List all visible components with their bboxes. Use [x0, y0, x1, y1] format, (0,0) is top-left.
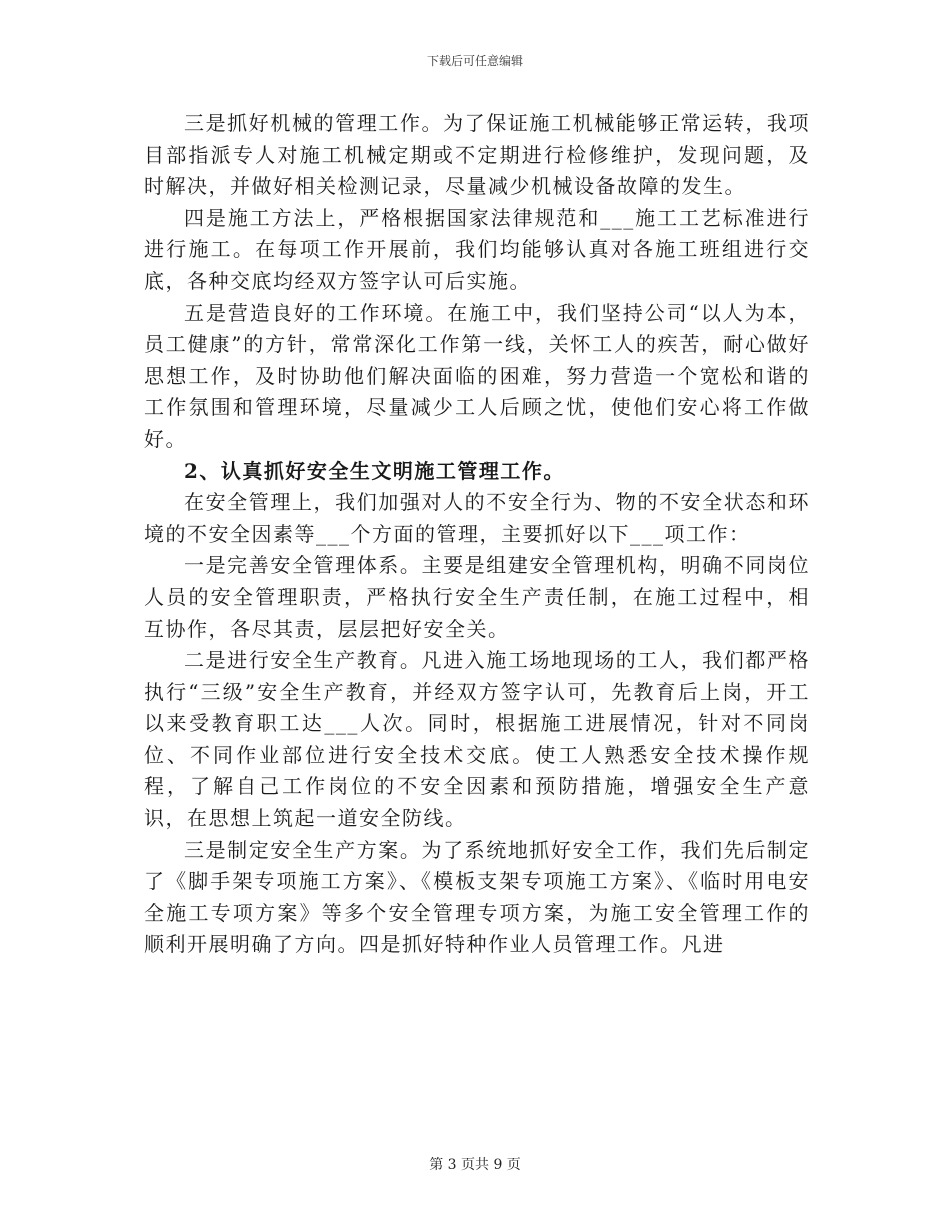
document-body	[144, 108, 810, 961]
paragraph-construction-methods: 四是施工方法上，严格根据国家法律规范和___施工工艺标准进行进行施工。在每项工作开展前，我们均能够认真对各施工班组进行交底，各种交底均经双方签字认可后实施。	[144, 205, 810, 293]
paragraph-safety-plans: 三是制定安全生产方案。为了系统地抓好安全工作，我们先后制定了《脚手架专项施工方案》、《模板支架专项施工方案》、《临时用电安全施工专项方案》等多个安全管理专项方案，为施工安全管理工作的顺利开展明确了方向。四是抓好特种作业人员管理工作。凡进	[144, 837, 810, 957]
paragraph-safety-system: 一是完善安全管理体系。主要是组建安全管理机构，明确不同岗位人员的安全管理职责，严格执行安全生产责任制，在施工过程中，相互协作，各尽其责，层层把好安全关。	[144, 553, 810, 641]
page-header-note: 下载后可任意编辑	[426, 54, 523, 68]
paragraph-machinery-management: 三是抓好机械的管理工作。为了保证施工机械能够正常运转，我项目部指派专人对施工机械定期或不定期进行检修维护，发现问题，及时解决，并做好相关检测记录，尽量减少机械设备故障的发生。	[144, 111, 810, 199]
page-number-footer: 第 3 页共 9 页	[429, 1157, 521, 1173]
paragraph-work-environment: 五是营造良好的工作环境。在施工中，我们坚持公司“以人为本，员工健康”的方针，常常深化工作第一线，关怀工人的疾苦，耐心做好思想工作，及时协助他们解决面临的困难，努力营造一个宽松和谐的工作氛围和管理环境，尽量减少工人后顾之忧，使他们安心将工作做好。	[144, 300, 810, 451]
section-heading-safety: 2、认真抓好安全生文明施工管理工作。	[184, 458, 565, 483]
paragraph-safety-intro: 在安全管理上，我们加强对人的不安全行为、物的不安全状态和环境的不安全因素等___个方面的管理，主要抓好以下___项工作：	[144, 490, 810, 546]
paragraph-safety-education: 二是进行安全生产教育。凡进入施工场地现场的工人，我们都严格执行“三级”安全生产教育，并经双方签字认可，先教育后上岗，开工以来受教育职工达___人次。同时，根据施工进展情况，针对不同岗位、不同作业部位进行安全技术交底。使工人熟悉安全技术操作规程，了解自己工作岗位的不安全因素和预防措施，增强安全生产意识，在思想上筑起一道安全防线。	[144, 648, 810, 831]
